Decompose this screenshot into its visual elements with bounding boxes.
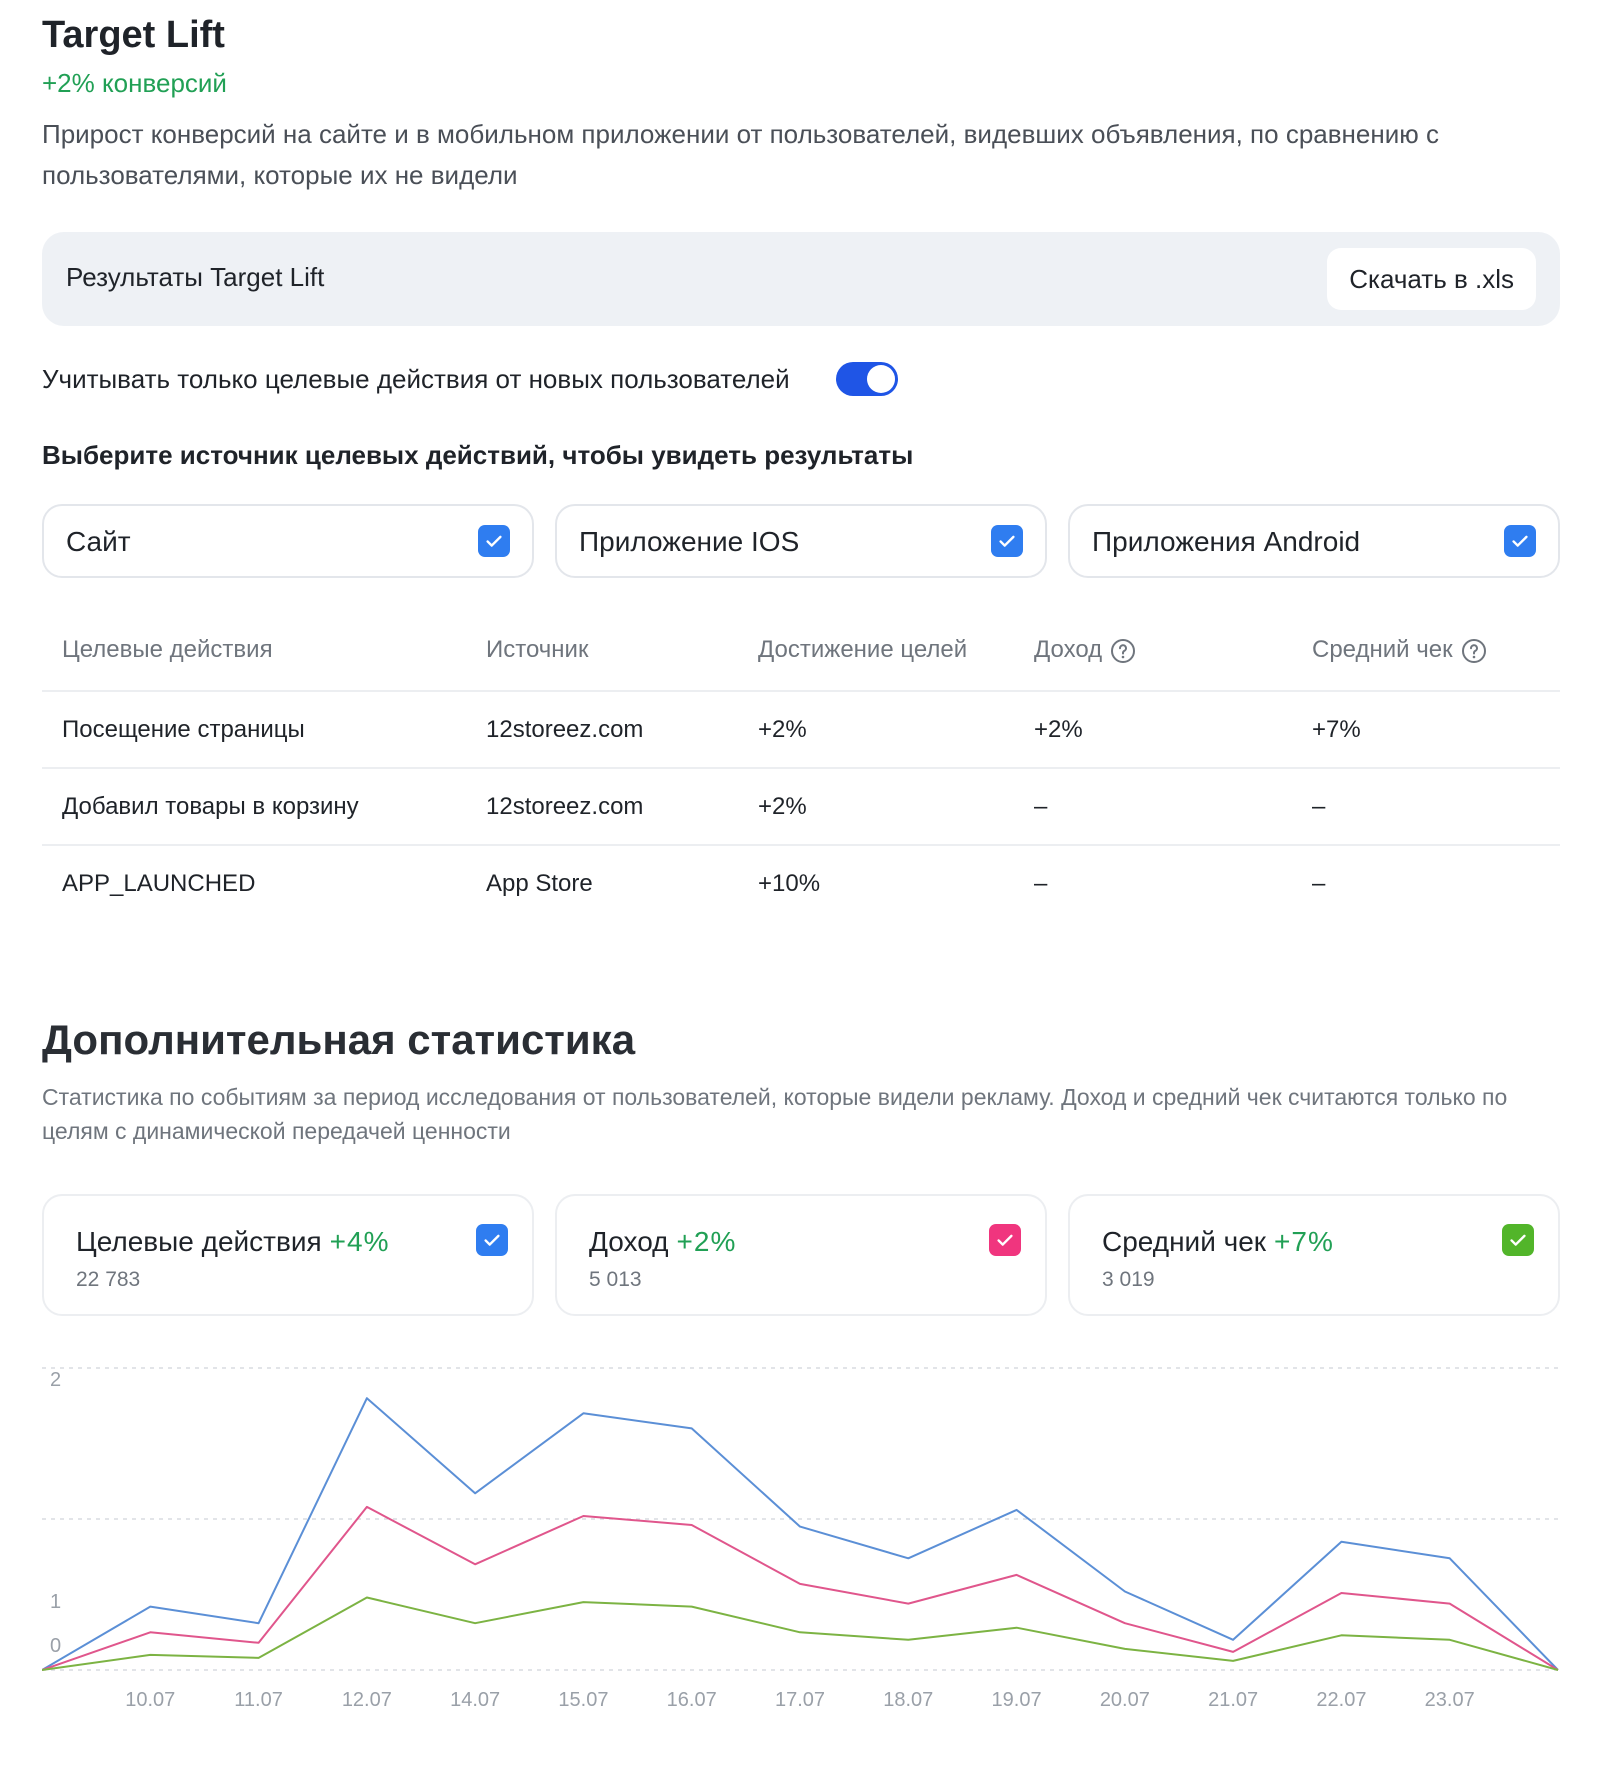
stats-description: Статистика по событиям за период исследования от пользователей, которые видели рекламу. Доход и средний чек считаются только по целям с динамической передачей ценности (42, 1084, 1508, 1144)
y-tick-label: 0 (50, 1635, 62, 1657)
results-bar (42, 232, 1560, 326)
cell-source: 12storeez.com (486, 793, 644, 820)
source-label: Приложения Android (1092, 526, 1361, 557)
table-row (42, 769, 1560, 846)
new-users-toggle[interactable] (836, 362, 898, 396)
table-row (42, 846, 1560, 921)
col-header-revenue-label: Доход (1034, 636, 1103, 663)
series-line-1 (42, 1507, 1558, 1670)
checkbox-checked-icon[interactable] (1504, 525, 1536, 557)
page-title: Target Lift (42, 14, 225, 56)
metric-label: Средний чек (1102, 1226, 1267, 1257)
metric-label: Доход (589, 1226, 669, 1257)
metric-value: 5 013 (589, 1268, 642, 1291)
cell-avg-check: – (1312, 870, 1326, 897)
cell-source: App Store (486, 870, 593, 897)
x-tick-label: 17.07 (774, 1689, 826, 1711)
cell-goals: +2% (758, 716, 807, 743)
stats-line-chart (42, 1356, 1560, 1726)
metric-card-actions[interactable] (42, 1194, 534, 1316)
x-tick-label: 23.07 (1424, 1689, 1475, 1711)
source-label: Приложение IOS (579, 526, 800, 557)
x-tick-label: 18.07 (883, 1689, 934, 1711)
source-card-site[interactable] (42, 504, 534, 578)
metric-value: 22 783 (76, 1268, 141, 1291)
toggle-knob (867, 365, 895, 393)
cell-goals: +2% (758, 793, 807, 820)
help-icon[interactable] (1110, 638, 1136, 664)
metric-card-avg-check[interactable] (1068, 1194, 1560, 1316)
source-label: Сайт (66, 526, 131, 557)
table-row (42, 692, 1560, 769)
metric-name (76, 1226, 390, 1258)
metric-delta: +2% (676, 1226, 737, 1257)
metric-value: 3 019 (1102, 1268, 1155, 1291)
col-header-actions: Целевые действия (62, 636, 273, 663)
x-tick-label: 11.07 (234, 1689, 283, 1711)
x-tick-label: 10.07 (125, 1689, 176, 1711)
checkbox-checked-icon[interactable] (989, 1224, 1021, 1256)
x-tick-label: 22.07 (1316, 1689, 1367, 1711)
cell-avg-check: – (1312, 793, 1326, 820)
y-tick-label: 1 (50, 1591, 62, 1613)
x-tick-label: 15.07 (558, 1689, 609, 1711)
page-description: Прирост конверсий на сайте и в мобильном приложении от пользователей, видевших объявления, по сравнению с пользователями, которые их не видели (42, 119, 1439, 190)
series-line-2 (42, 1598, 1558, 1671)
cell-revenue: +2% (1034, 716, 1083, 743)
source-card-ios[interactable] (555, 504, 1047, 578)
metric-label: Целевые действия (76, 1226, 322, 1257)
checkbox-checked-icon[interactable] (478, 525, 510, 557)
checkbox-checked-icon[interactable] (1502, 1224, 1534, 1256)
conversion-lift: +2% конверсий (42, 68, 227, 98)
results-table (42, 618, 1560, 921)
new-users-toggle-label: Учитывать только целевые действия от новых пользователей (42, 364, 790, 394)
metric-name (589, 1226, 736, 1258)
x-tick-label: 19.07 (991, 1689, 1042, 1711)
checkbox-checked-icon[interactable] (991, 525, 1023, 557)
cell-revenue: – (1034, 870, 1048, 897)
table-header (42, 618, 1560, 692)
y-tick-label: 2 (50, 1369, 62, 1391)
cell-goals: +10% (758, 870, 821, 897)
col-header-avg-check (1312, 636, 1487, 664)
cell-revenue: – (1034, 793, 1048, 820)
x-tick-label: 21.07 (1208, 1689, 1259, 1711)
cell-avg-check: +7% (1312, 716, 1361, 743)
cell-action: APP_LAUNCHED (62, 870, 256, 897)
cell-action: Добавил товары в корзину (62, 793, 359, 820)
metric-delta: +7% (1274, 1226, 1334, 1257)
col-header-source: Источник (486, 636, 589, 663)
stats-title: Дополнительная статистика (42, 1016, 636, 1063)
metric-card-revenue[interactable] (555, 1194, 1047, 1316)
metric-delta: +4% (329, 1226, 390, 1257)
checkbox-checked-icon[interactable] (476, 1224, 508, 1256)
cell-action: Посещение страницы (62, 716, 305, 743)
col-header-avg-check-label: Средний чек (1312, 636, 1453, 663)
source-select-title: Выберите источник целевых действий, чтобы увидеть результаты (42, 440, 914, 470)
download-xls-button[interactable]: Скачать в .xls (1327, 248, 1536, 310)
col-header-goals: Достижение целей (758, 636, 968, 663)
source-card-android[interactable] (1068, 504, 1560, 578)
cell-source: 12storeez.com (486, 716, 644, 743)
col-header-revenue (1034, 636, 1136, 664)
x-tick-label: 16.07 (666, 1689, 717, 1711)
x-tick-label: 14.07 (450, 1689, 501, 1711)
x-tick-label: 20.07 (1099, 1689, 1150, 1711)
results-title: Результаты Target Lift (66, 262, 325, 292)
metric-name (1102, 1226, 1334, 1258)
help-icon[interactable] (1461, 638, 1487, 664)
x-tick-label: 12.07 (341, 1689, 392, 1711)
